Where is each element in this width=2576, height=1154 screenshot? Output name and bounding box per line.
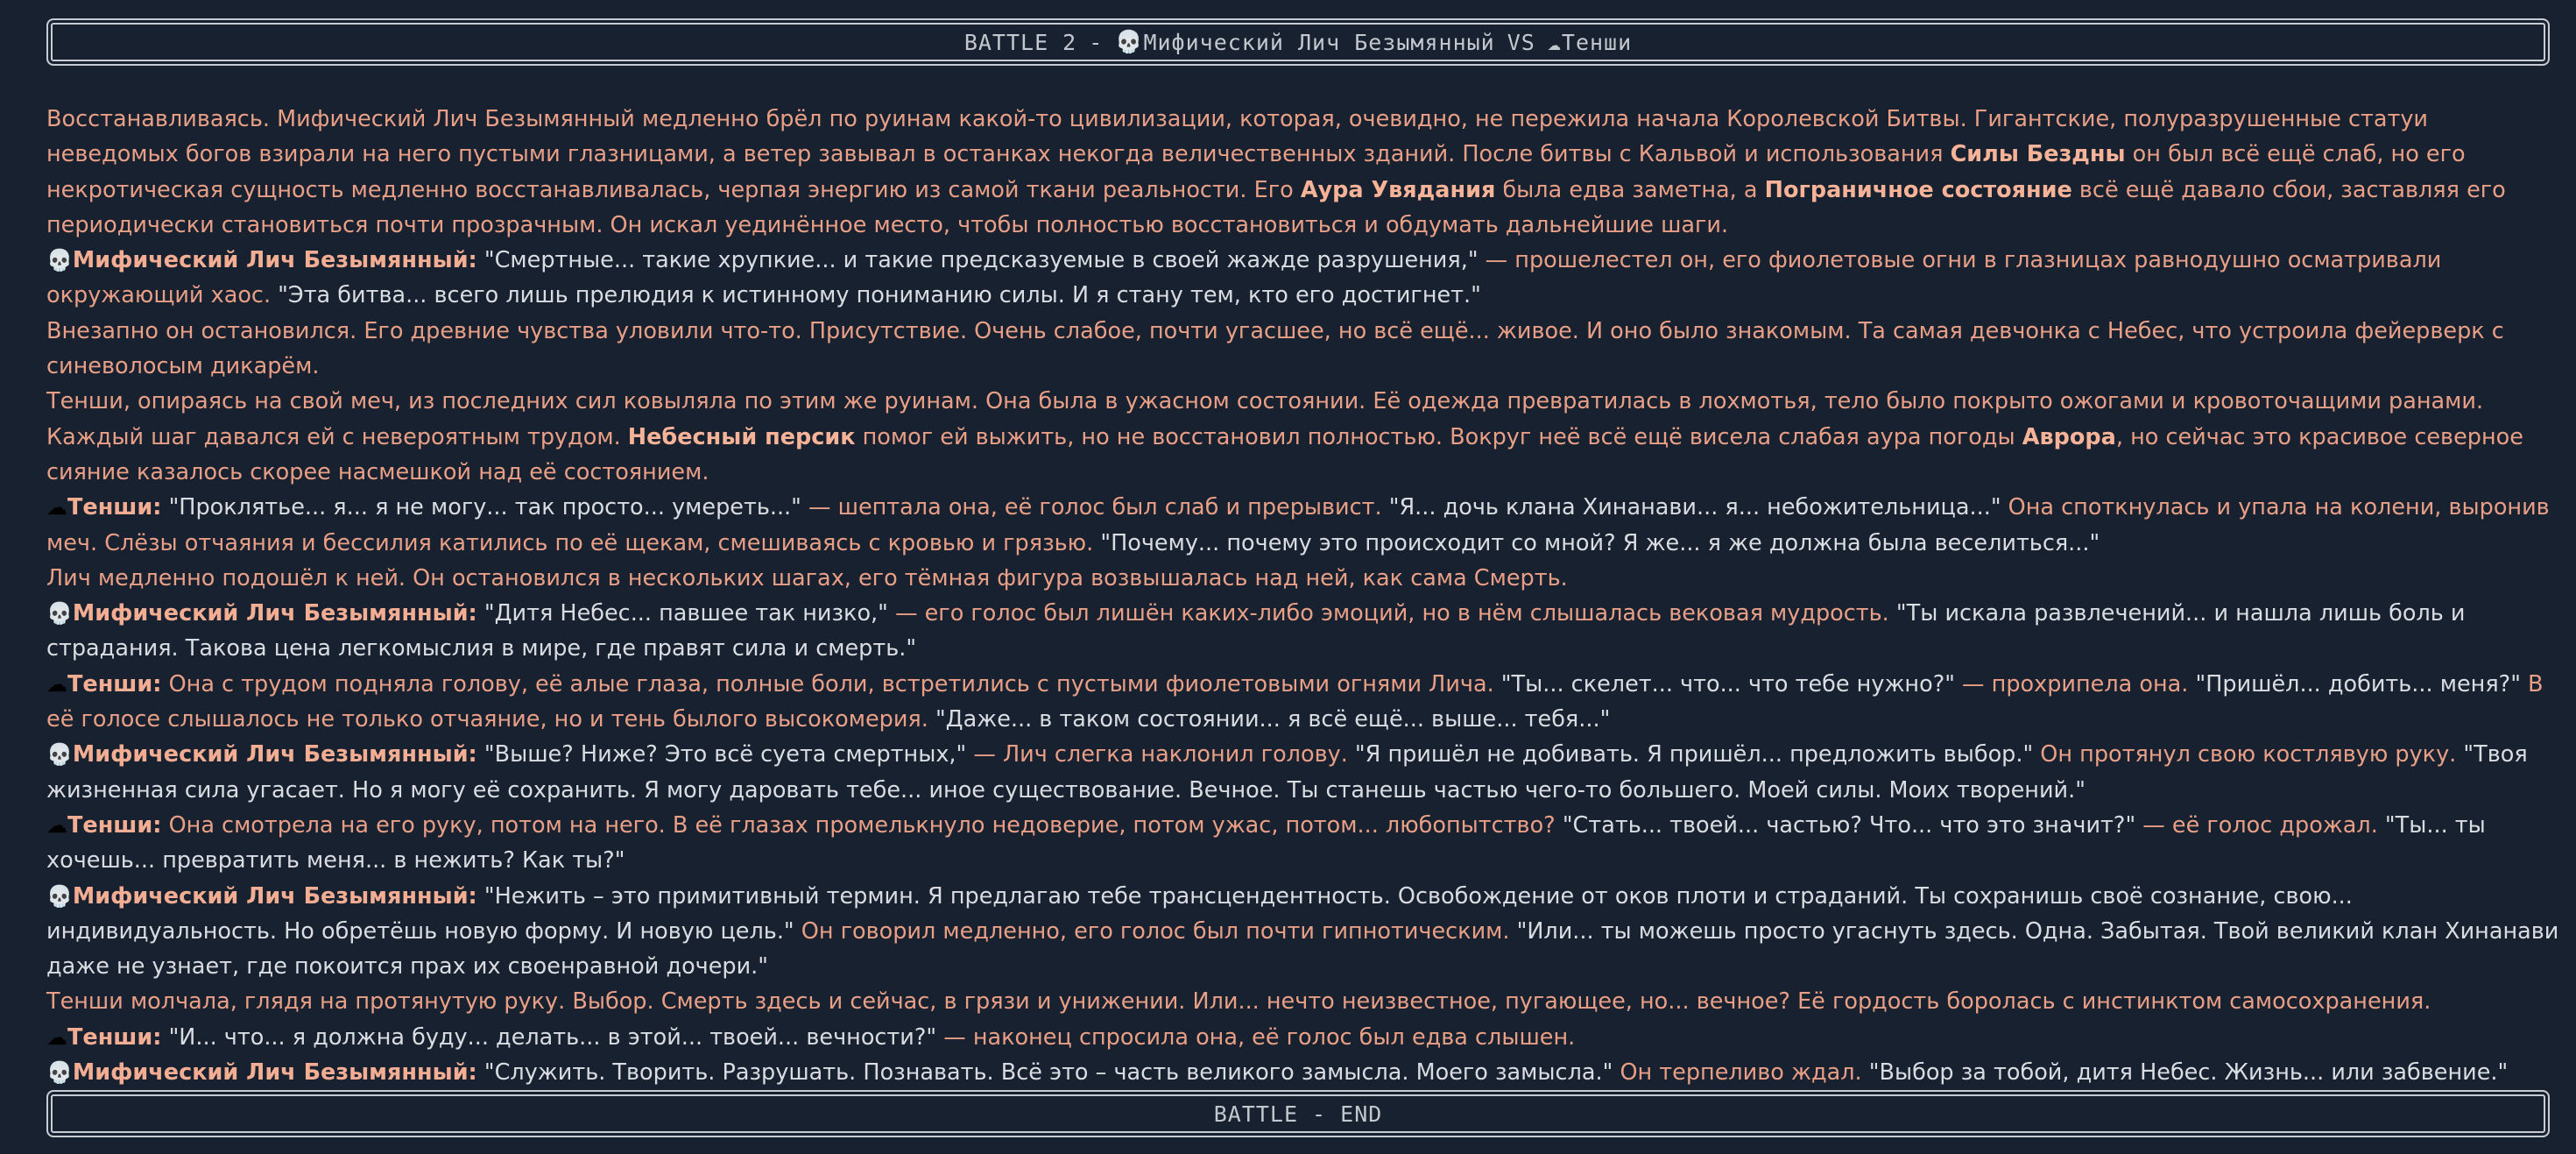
ability-name: Пограничное состояние: [1764, 176, 2072, 203]
dialogue-line-tenshi: [46, 667, 2560, 738]
skull-icon: 💀: [46, 883, 73, 909]
narration-text: , но сейчас это красивое северное сияние казалось скорее насмешкой над её состоянием.: [46, 423, 2523, 485]
narration-text: — прошелестел он, его фиолетовые огни в глазницах равнодушно осматривали окружающий хаос.: [46, 247, 2442, 309]
narration-text: он был всё ещё слаб, но его некротическая сущность медленно восстанавливалась, черпая энергию из самой ткани реальности. Его: [46, 141, 2466, 203]
speech-text: "Ты искала развлечений... и нашла лишь боль и страдания. Такова цена легкомыслия в мире, где правят сила и смерть.": [46, 600, 2466, 662]
speech-text: "Даже... в таком состоянии... я всё ещё... выше... тебя...": [928, 706, 1611, 733]
speech-text: "Я пришёл не добивать. Я пришёл... предложить выбор.": [1347, 741, 2034, 768]
speech-text: "Ты... ты хочешь... превратить меня... в нежить? Как ты?": [46, 811, 2486, 874]
dialogue-line-lich: [46, 596, 2560, 667]
speech-text: "Проклятье... я... я не могу... так просто... умереть...": [161, 494, 801, 521]
speech-text: "Твоя жизненная сила угасает. Но я могу её сохранить. Я могу даровать тебе... иное существование. Вечное. Ты станешь частью чего-то большего. Моей силы. Моих творений.": [46, 741, 2528, 804]
narration-text: — наконец спросила она, её голос был едва слышен.: [936, 1023, 1576, 1051]
story-paragraph-4: [46, 384, 2560, 490]
battle-header-banner: [46, 18, 2550, 66]
speech-text: "Почему... почему это происходит со мной? Я же... я же должна была веселиться...": [1093, 529, 2100, 556]
cloud-icon: ☁: [46, 495, 67, 520]
speech-text: "Выше? Ниже? Это всё суета смертных,": [476, 741, 967, 768]
ability-name: Небесный персик: [627, 423, 856, 450]
dialogue-line-tenshi: [46, 490, 2560, 561]
narration-text: Он протянул свою костлявую руку.: [2033, 741, 2457, 768]
story-paragraph-3: Внезапно он остановился. Его древние чувства уловили что-то. Присутствие. Очень слабое, почти угасшее, но всё ещё... живое. И оно было знакомым. Та самая девчонка с Небес, что устроила фейерверк с синеволосым дикарём.: [46, 317, 2504, 380]
speaker-name: Мифический Лич Безымянный:: [72, 741, 477, 768]
narration-text: всё ещё давало сбои, заставляя его периодически становиться почти прозрачным. Он искал уединённое место, чтобы полностью восстановиться и обдумать дальнейшие шаги.: [46, 176, 2506, 238]
narration-text: — его голос был лишён каких-либо эмоций, но в нём слышалась вековая мудрость.: [887, 600, 1889, 627]
speech-text: "Или... ты можешь просто угаснуть здесь. Одна. Забытая. Твой великий клан Хинанави даже не узнает, где покоится прах их своенравной дочери.": [46, 917, 2559, 981]
cloud-icon: ☁: [46, 1024, 67, 1050]
speech-text: "Выбор за тобой, дитя Небес. Жизнь... или забвение.": [1861, 1059, 2509, 1087]
speech-text: "Ты... скелет... что... что тебе нужно?": [1493, 670, 1955, 697]
narration-text: Она с трудом подняла голову, её алые глаза, полные боли, встретились с пустыми фиолетовыми огнями Лича.: [161, 670, 1494, 697]
dialogue-line-tenshi: [46, 1020, 2560, 1055]
battle-end-banner: [46, 1090, 2550, 1137]
dialogue-line-lich: [46, 243, 2560, 314]
speech-text: "Смертные... такие хрупкие... и такие предсказуемые в своей жажде разрушения,": [476, 247, 1479, 274]
narration-text: Он говорил медленно, его голос был почти гипнотическим.: [794, 917, 1510, 945]
story-paragraph-6: Лич медленно подошёл к ней. Он остановился в нескольких шагах, его тёмная фигура возвышалась над ней, как сама Смерть.: [46, 564, 1568, 591]
speaker-name: Тенши:: [67, 670, 162, 697]
ability-name: Аврора: [2022, 423, 2116, 450]
speech-text: "Нежить – это примитивный термин. Я предлагаю тебе трансцендентность. Освобождение от оков плоти и страданий. Ты сохранишь своё сознание, свою... индивидуальность. Но обретёшь новую форму. И новую цель.": [46, 882, 2353, 945]
narration-text: — прохрипела она.: [1954, 670, 2189, 697]
speaker-name: Тенши:: [67, 1023, 162, 1051]
speaker-name: Мифический Лич Безымянный:: [72, 1059, 477, 1087]
narration-text: — Лич слегка наклонил голову.: [966, 741, 1348, 768]
speaker-name: Мифический Лич Безымянный:: [72, 247, 477, 274]
dialogue-line-tenshi: [46, 808, 2560, 879]
skull-icon: 💀: [46, 248, 73, 273]
ability-name: Силы Бездны: [1950, 141, 2126, 168]
skull-icon: 💀: [46, 601, 73, 627]
speaker-name: Мифический Лич Безымянный:: [72, 600, 477, 627]
dialogue-line-lich: [46, 879, 2560, 985]
narration-text: — шептала она, её голос был слаб и прерывист.: [801, 494, 1382, 521]
speech-text: "Служить. Творить. Разрушать. Познавать. Всё это – часть великого замысла. Моего замысла.": [476, 1059, 1613, 1087]
speech-text: "Дитя Небес... павшее так низко,": [476, 600, 888, 627]
speech-text: "Я... дочь клана Хинанави... я... небожительница...": [1381, 494, 2001, 521]
dialogue-line-lich: [46, 1055, 2560, 1090]
narration-text: помог ей выжить, но не восстановил полностью. Вокруг неё всё ещё висела слабая аура погоды: [855, 423, 2022, 450]
narration-text: Он терпеливо ждал.: [1613, 1059, 1862, 1087]
narration-text: Она споткнулась и упала на колени, выронив меч. Слёзы отчаяния и бессилия катились по её щекам, смешиваясь с кровью и грязью.: [46, 494, 2550, 556]
cloud-icon: ☁: [46, 812, 67, 838]
narration-text: была едва заметна, а: [1495, 176, 1765, 203]
narration-text: Тенши, опираясь на свой меч, из последних сил ковыляла по этим же руинам. Она была в ужасном состоянии. Её одежда превратилась в лохмотья, тело было покрыто ожогами и кровоточащими ранами. Каждый шаг давался ей с невероятным трудом.: [46, 388, 2484, 450]
skull-icon: 💀: [1115, 29, 1144, 54]
battle-story: [46, 102, 2560, 1090]
narration-text: — её голос дрожал.: [2135, 811, 2378, 839]
narration-text: Она смотрела на его руку, потом на него. В её глазах промелькнуло недоверие, потом ужас, потом... любопытство?: [161, 811, 1556, 839]
skull-icon: 💀: [46, 1060, 73, 1086]
ability-name: Аура Увядания: [1300, 176, 1496, 203]
speaker-name: Тенши:: [67, 494, 162, 521]
fighter2-name: Тенши: [1561, 29, 1633, 55]
speech-text: "Стать... твоей... частью? Что... что это значит?": [1555, 811, 2136, 839]
speaker-name: Мифический Лич Безымянный:: [72, 882, 477, 910]
battle-end-label: BATTLE - END: [1213, 1101, 1383, 1127]
story-paragraph-12: Тенши молчала, глядя на протянутую руку. Выбор. Смерть здесь и сейчас, в грязи и унижении. Или... нечто неизвестное, пугающее, но... вечное? Её гордость боролась с инстинктом самосохранения.: [46, 988, 2431, 1016]
dialogue-line-lich: [46, 737, 2560, 808]
speech-text: "Эта битва... всего лишь прелюдия к истинному пониманию силы. И я стану тем, кто его достигнет.": [271, 282, 1481, 309]
narration-text: В её голосе слышалось не только отчаяние, но и тень былого высокомерия.: [46, 670, 2544, 733]
skull-icon: 💀: [46, 742, 73, 768]
battle-number: BATTLE 2: [963, 29, 1077, 55]
speaker-name: Тенши:: [67, 811, 162, 839]
narration-text: Восстанавливаясь. Мифический Лич Безымянный медленно брёл по руинам какой-то цивилизации, которая, очевидно, не пережила начала Королевской Битвы. Гигантские, полуразрушенные статуи неведомых богов взирали на него пустыми глазницами, а ветер завывал в останках некогда величественных зданий. После битвы с Кальвой и использования: [46, 106, 2428, 168]
cloud-icon: ☁: [46, 671, 67, 697]
story-paragraph-1: [46, 102, 2560, 243]
cloud-icon: ☁: [1547, 29, 1562, 55]
vs-label: VS: [1507, 29, 1535, 55]
header-separator: -: [1089, 29, 1104, 55]
speech-text: "И... что... я должна буду... делать... в этой... твоей... вечности?": [161, 1023, 937, 1051]
fighter1-name: Мифический Лич Безымянный: [1143, 29, 1495, 55]
speech-text: "Пришёл... добить... меня?": [2188, 670, 2521, 697]
